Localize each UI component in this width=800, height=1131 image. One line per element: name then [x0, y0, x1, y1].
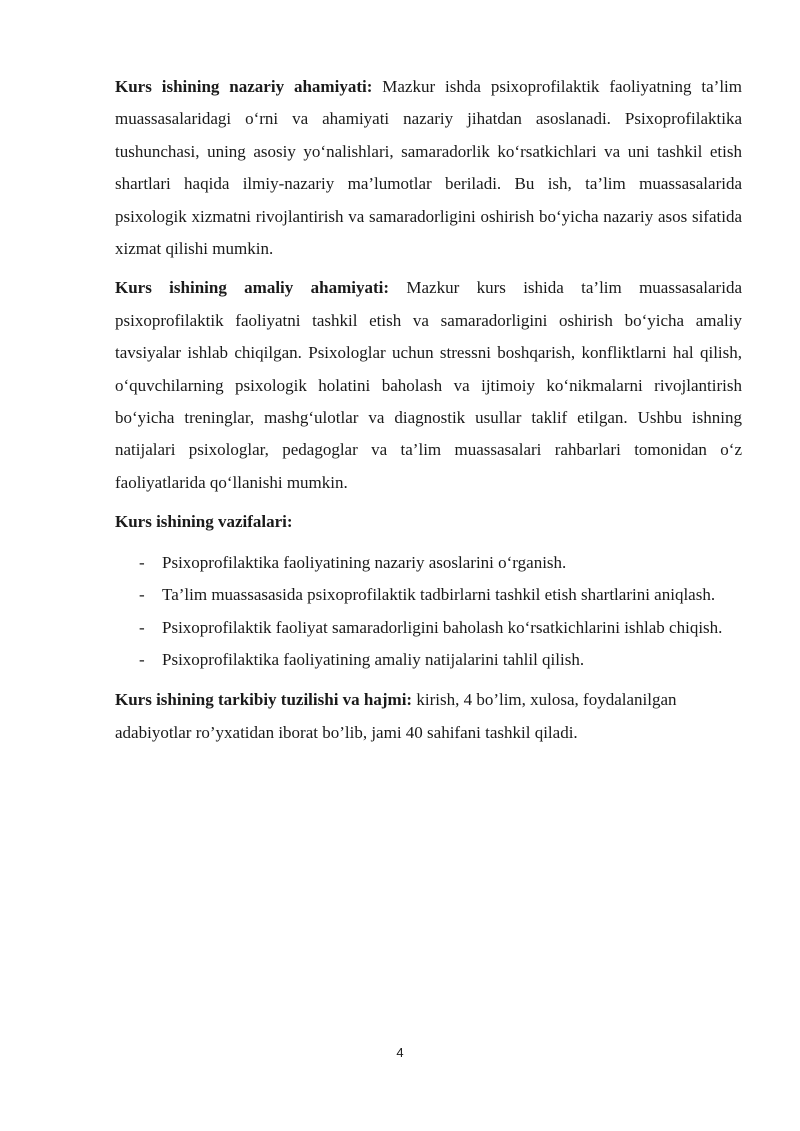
practical-significance-text: Mazkur kurs ishida ta’lim muassasalarida psixoprofilaktik faoliyatni tashkil etish va samaradorligini oshirish bo‘yicha amaliy tavsiyalar ishlab chiqilgan. Psixologlar uchun stressni boshqarish, konfliktlarni hal qilish, o‘quvchilarning psixologik holatini baholash va ijtimoiy ko‘nikmalarni rivojlantirish bo‘yicha treninglar, mashg‘ulotlar va diagnostik usullar taklif etilgan. Ushbu ishning natijalari psixologlar, pedagoglar va ta’lim muassasalari rahbarlari tomonidan o‘z faoliyatlarida qo‘llanishi mumkin.	[115, 278, 742, 492]
theoretical-significance-paragraph	[115, 71, 742, 265]
list-item-text: Psixoprofilaktik faoliyat samaradorligini baholash ko‘rsatkichlarini ishlab chiqish.	[162, 617, 723, 637]
list-item	[115, 612, 742, 644]
page-number: 4	[396, 1045, 404, 1060]
practical-significance-label: Kurs ishining amaliy ahamiyati:	[115, 278, 390, 298]
tasks-heading: Kurs ishining vazifalari:	[115, 512, 293, 532]
theoretical-significance-label: Kurs ishining nazariy ahamiyati:	[115, 77, 373, 96]
practical-significance-paragraph	[115, 272, 742, 499]
structure-paragraph	[115, 684, 742, 749]
document-page	[115, 71, 742, 756]
structure-text: kirish, 4 bo’lim, xulosa, foydalanilgan adabiyotlar ro’yxatidan iborat bo’lib, jami 40 sahifani tashkil qiladi.	[115, 690, 677, 742]
structure-label: Kurs ishining tarkibiy tuzilishi va hajmi:	[115, 690, 413, 710]
list-item-text: Ta’lim muassasasida psixoprofilaktik tadbirlarni tashkil etish shartlarini aniqlash.	[162, 585, 716, 605]
tasks-list	[115, 547, 742, 677]
list-dash: -	[139, 552, 145, 572]
list-item	[115, 644, 742, 676]
list-dash: -	[139, 617, 145, 637]
list-dash: -	[139, 649, 145, 669]
theoretical-significance-text: Mazkur ishda psixoprofilaktik faoliyatning ta’lim muassasalaridagi o‘rni va ahamiyati nazariy jihatdan asoslanadi. Psixoprofilaktika tushunchasi, uning asosiy yo‘nalishlari, samaradorlik ko‘rsatkichlari va uni tashkil etish shartlari haqida ilmiy-nazariy ma’lumotlar beriladi. Bu ish, ta’lim muassasalarida psixologik xizmatni rivojlantirish va samaradorligini oshirish bo‘yicha nazariy asos sifatida xizmat qilishi mumkin.	[115, 77, 742, 259]
list-dash: -	[139, 585, 145, 605]
list-item	[115, 547, 742, 579]
list-item-text: Psixoprofilaktika faoliyatining amaliy natijalarini tahlil qilish.	[162, 649, 585, 669]
list-item	[115, 579, 742, 611]
list-item-text: Psixoprofilaktika faoliyatining nazariy asoslarini o‘rganish.	[162, 552, 567, 572]
